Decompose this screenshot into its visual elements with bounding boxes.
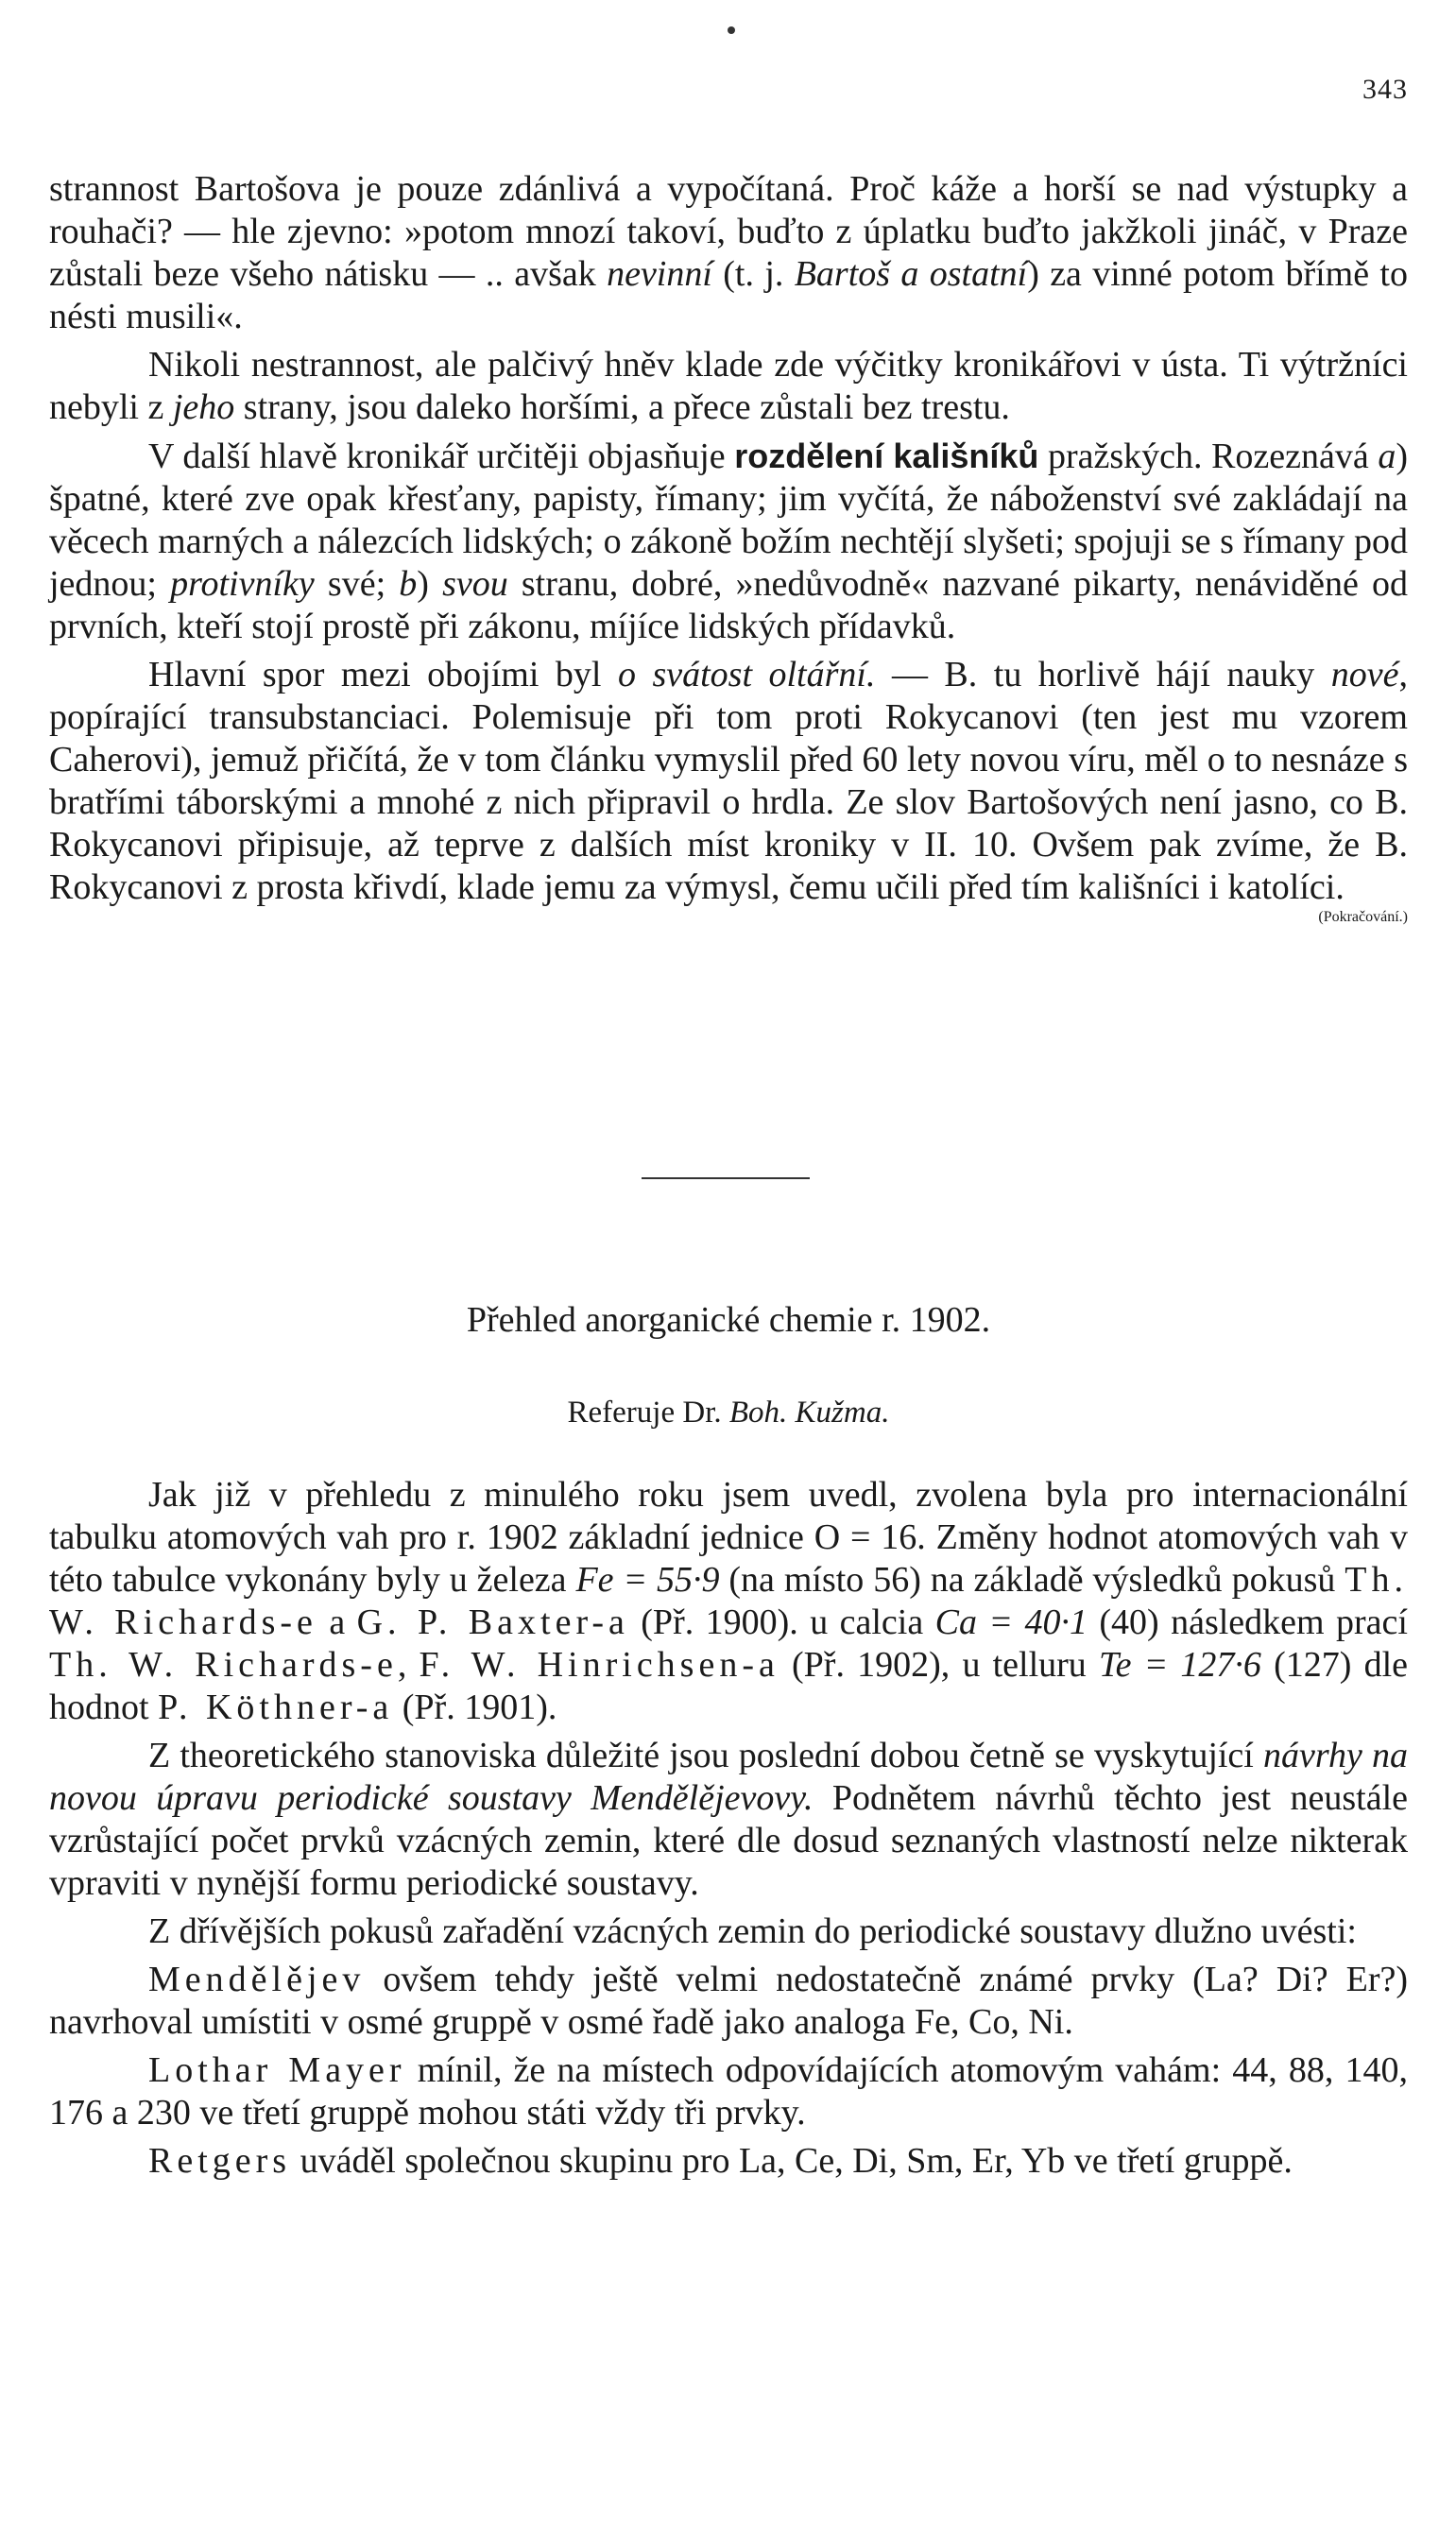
- page: [49, 0, 1408, 2536]
- article-continuation: [49, 168, 1408, 926]
- article-title: Přehled anorganické chemie r. 1902.: [466, 1300, 991, 1340]
- paragraph: Retgers uváděl společnou skupinu pro La, Ce, Di, Sm, Er, Yb ve třetí gruppě.: [148, 2141, 1293, 2181]
- paragraph: Mendělějev ovšem tehdy ještě velmi nedostatečně známé prvky (La? Di? Er?) navrhoval umístiti v osmé gruppě v osmé řadě jako analoga Fe, Co, Ni.: [49, 1960, 1408, 2042]
- article-chemistry-review: [49, 1299, 1408, 2183]
- paragraph: Z dřívějších pokusů zařadění vzácných zemin do periodické soustavy dlužno uvésti:: [148, 1911, 1357, 1951]
- paragraph: strannost Bartošova je pouze zdánlivá a vypočítaná. Proč káže a horší se nad výstupky a rouhači? — hle zjevno: »potom mnozí takoví, buďto z úplatku buďto jakžkoli jináč, v Praze zůstali beze všeho nátisku — .. avšak nevinní (t. j. Bartoš a ostatní) za vinné potom břímě to nésti musili«.: [49, 169, 1408, 336]
- paragraph: Hlavní spor mezi obojími byl o svátost oltářní. — B. tu horlivě hájí nauky nové, popírající transubstanciaci. Polemisuje při tom proti Rokycanovi (ten jest mu vzorem Caherovi), jemuž přičítá, že v tom článku vymyslil před 60 lety novou víru, měl o to nesnáze s bratřími táborskými a mnohé z nich připravil o hrdla. Ze slov Bartošových není jasno, co B. Rokycanovi připisuje, až teprve z dalších míst kroniky v II. 10. Ovšem pak zvíme, že B. Rokycanovi z prosta křivdí, klade jemu za výmysl, čemu učili před tím kališníci i katolíci.: [49, 655, 1408, 907]
- paragraph: Jak již v přehledu z minulého roku jsem uvedl, zvolena byla pro internacionální tabulku atomových vah pro r. 1902 základní jednice O = 16. Změny hodnot atomových vah v této tabulce vykonány byly u železa Fe = 55·9 (na místo 56) na základě výsledků pokusů Th. W. Richards-e a G. P. Baxter-a (Př. 1900). u calcia Ca = 40·1 (40) následkem prací Th. W. Richards-e, F. W. Hinrichsen-a (Př. 1902), u telluru Te = 127·6 (127) dle hodnot P. Köthner-a (Př. 1901).: [49, 1475, 1408, 1727]
- section-divider: [642, 1177, 810, 1179]
- article-byline: Referuje Dr. Boh. Kužma.: [567, 1396, 890, 1430]
- paragraph: Lothar Mayer mínil, že na místech odpovídajících atomovým vahám: 44, 88, 140, 176 a 230 ve třetí gruppě mohou státi vždy tři prvky.: [49, 2050, 1408, 2133]
- paragraph: V další hlavě kronikář určitěji objasňuje rozdělení kališníků pražských. Rozeznává a) špatné, které zve opak křesťany, papisty, římany; jim vyčítá, že náboženství své zakládají na věcech marných a nálezcích lidských; o zákoně božím nechtějí slyšeti; spojuji se s římany pod jednou; protivníky své; b) svou stranu, dobré, »nedůvodně« nazvané pikarty, nenáviděné od prvních, kteří stojí prostě při zákonu, míjíce lidských přídavků.: [49, 437, 1408, 646]
- paragraph: Z theoretického stanoviska důležité jsou poslední dobou četně se vyskytující návrhy na novou úpravu periodické soustavy Mendělějevovy. Podnětem návrhů těchto jest neustále vzrůstající počet prvků vzácných zemin, které dle dosud seznaných vlastností nelze nikterak vpraviti v nynější formu periodické soustavy.: [49, 1736, 1408, 1903]
- paragraph: Nikoli nestrannost, ale palčivý hněv klade zde výčitky kronikářovi v ústa. Ti výtržníci nebyli z jeho strany, jsou daleko horšími, a přece zůstali bez trestu.: [49, 345, 1408, 427]
- page-number: 343: [1362, 74, 1408, 105]
- continuation-note: (Pokračování.): [1318, 909, 1408, 925]
